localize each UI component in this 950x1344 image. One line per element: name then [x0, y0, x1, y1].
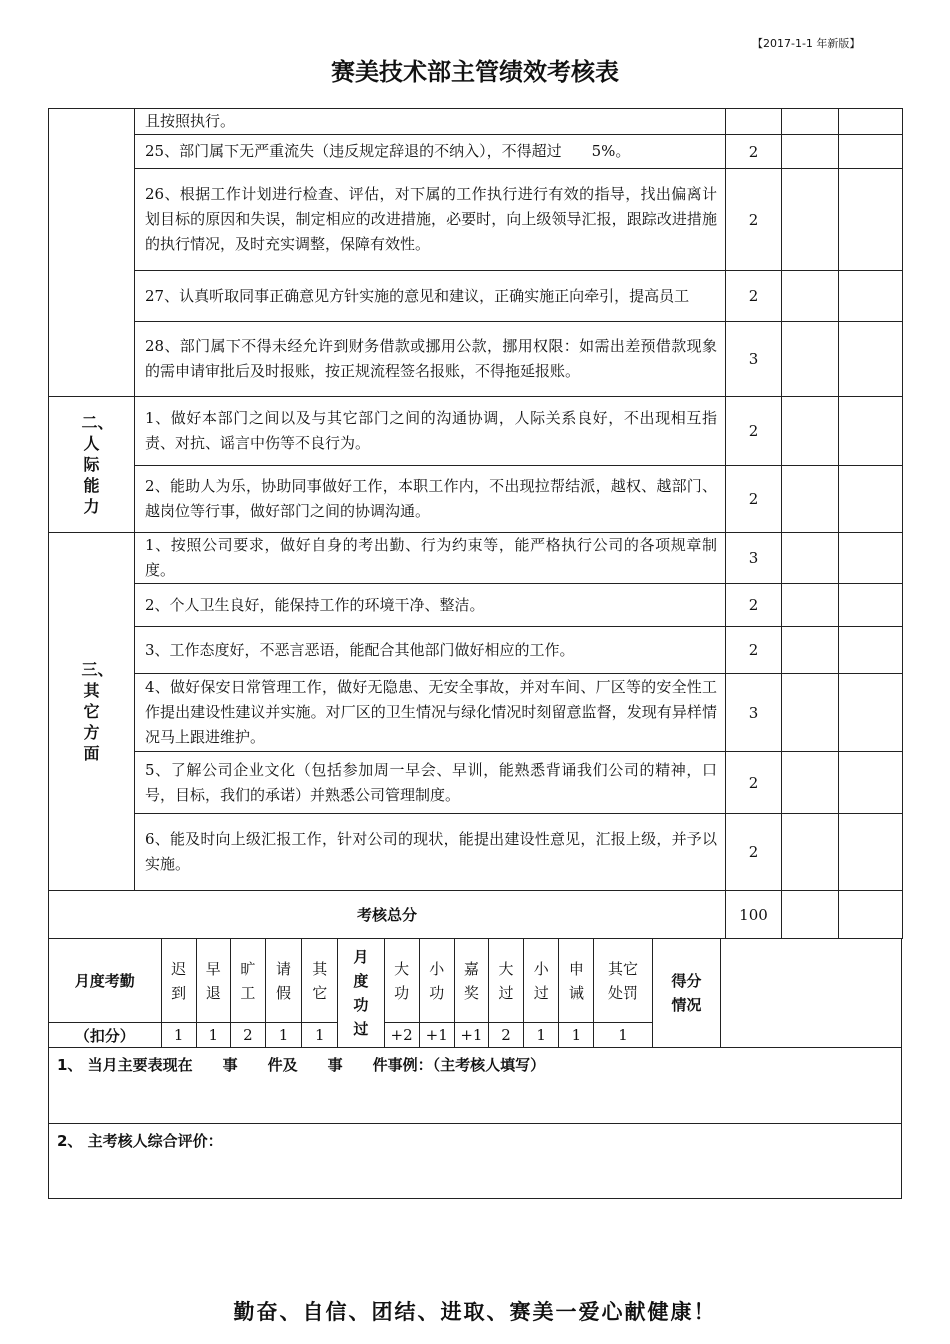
- attendance-item-value: 1: [302, 1023, 338, 1048]
- score-cell-empty[interactable]: [782, 109, 839, 135]
- merit-item-label: 小过: [524, 939, 559, 1023]
- attendance-header-row: [49, 939, 902, 1023]
- score-cell-empty[interactable]: [839, 169, 903, 271]
- item-description: 1、做好本部门之间以及与其它部门之间的沟通协调，人际关系良好，不出现相互指责、对抗、谣言中伤等不良行为。: [135, 397, 726, 466]
- score-cell-empty[interactable]: [782, 322, 839, 397]
- attendance-item-label: 旷工: [230, 939, 265, 1023]
- score-cell-empty[interactable]: [782, 584, 839, 627]
- attendance-item-label: 早退: [196, 939, 230, 1023]
- footer-slogan: 勤奋、自信、团结、进取、赛美一爱心献健康！: [233, 1300, 717, 1324]
- item-description: 26、根据工作计划进行检查、评估，对下属的工作执行进行有效的指导，找出偏离计划目标的原因和失误，制定相应的改进措施，必要时，向上级领导汇报，跟踪改进措施的执行情况，及时充实调整，保障有效性。: [135, 169, 726, 271]
- evaluation-table: [48, 108, 903, 939]
- item-description: 28、部门属下不得未经允许到财务借款或挪用公款，挪用权限：如需出差预借款现象的需申请审批后及时报账，按正规流程签名报账，不得拖延报账。: [135, 322, 726, 397]
- item-score: 2: [726, 466, 782, 533]
- merit-item-label: 其它处罚: [594, 939, 652, 1023]
- merit-item-label: 嘉奖: [454, 939, 488, 1023]
- attendance-table: [48, 938, 902, 1048]
- attendance-item-value: 1: [265, 1023, 301, 1048]
- item-score: 3: [726, 533, 782, 584]
- merit-item-value: 1: [524, 1023, 559, 1048]
- comment-evaluation[interactable]: 2、 主考核人综合评价：: [49, 1124, 902, 1199]
- score-cell-empty[interactable]: [839, 271, 903, 322]
- table-row: [49, 814, 903, 891]
- item-score: [726, 109, 782, 135]
- merit-item-value: 1: [559, 1023, 594, 1048]
- score-cell-empty[interactable]: [839, 397, 903, 466]
- score-cell-empty[interactable]: [782, 752, 839, 814]
- attendance-item-label: 请假: [265, 939, 301, 1023]
- table-row: [49, 752, 903, 814]
- item-description: 且按照执行。: [135, 109, 726, 135]
- table-row: [49, 169, 903, 271]
- table-row: [49, 627, 903, 674]
- item-score: 2: [726, 397, 782, 466]
- item-score: 2: [726, 584, 782, 627]
- item-description: 5、了解公司企业文化（包括参加周一早会、早训，能熟悉背诵我们公司的精神，口号，目标，我们的承诺）并熟悉公司管理制度。: [135, 752, 726, 814]
- item-score: 2: [726, 814, 782, 891]
- merit-item-label: 申诫: [559, 939, 594, 1023]
- score-cell-empty[interactable]: [782, 135, 839, 169]
- attendance-item-value: 1: [196, 1023, 230, 1048]
- attendance-item-value: 1: [161, 1023, 196, 1048]
- total-label: 考核总分: [49, 891, 726, 939]
- score-cell-empty[interactable]: [839, 135, 903, 169]
- category-interpersonal: 二、人际能力: [49, 397, 135, 533]
- score-cell-empty[interactable]: [839, 627, 903, 674]
- score-cell-empty[interactable]: [782, 397, 839, 466]
- score-cell-empty[interactable]: [839, 891, 903, 939]
- merit-label: 月度功过: [338, 939, 384, 1048]
- version-label: 【2017-1-1 年新版】: [752, 37, 861, 50]
- item-description: 25、部门属下无严重流失（违反规定辞退的不纳入），不得超过 5%。: [135, 135, 726, 169]
- score-cell-empty[interactable]: [839, 752, 903, 814]
- comment-performance[interactable]: 1、 当月主要表现在 事 件及 事 件事例：（主考核人填写）: [49, 1048, 902, 1124]
- score-cell-empty[interactable]: [782, 891, 839, 939]
- table-row: [49, 584, 903, 627]
- category-other: 三、其它方面: [49, 533, 135, 891]
- item-description: 6、能及时向上级汇报工作，针对公司的现状，能提出建设性意见，汇报上级，并予以实施。: [135, 814, 726, 891]
- total-value: 100: [726, 891, 782, 939]
- merit-item-label: 大过: [488, 939, 523, 1023]
- table-row: [49, 271, 903, 322]
- attendance-item-value: 2: [230, 1023, 265, 1048]
- score-cell-empty[interactable]: [782, 533, 839, 584]
- score-cell-empty[interactable]: [839, 466, 903, 533]
- table-row: [49, 533, 903, 584]
- item-score: 2: [726, 135, 782, 169]
- table-row: [49, 466, 903, 533]
- table-row: [49, 322, 903, 397]
- table-row: [49, 397, 903, 466]
- table-row: [49, 109, 903, 135]
- score-cell-empty[interactable]: [782, 271, 839, 322]
- item-score: 2: [726, 271, 782, 322]
- item-score: 3: [726, 674, 782, 752]
- deduct-label: （扣分）: [49, 1023, 162, 1048]
- score-cell-empty[interactable]: [782, 466, 839, 533]
- result-label: 得分情况: [652, 939, 720, 1048]
- merit-item-value: +2: [384, 1023, 419, 1048]
- score-cell-empty[interactable]: [839, 674, 903, 752]
- comment-row: [49, 1048, 902, 1124]
- result-value-empty[interactable]: [721, 939, 902, 1048]
- merit-item-value: 1: [594, 1023, 652, 1048]
- score-cell-empty[interactable]: [839, 109, 903, 135]
- attendance-label: 月度考勤: [49, 939, 162, 1023]
- item-description: 1、按照公司要求，做好自身的考出勤、行为约束等，能严格执行公司的各项规章制度。: [135, 533, 726, 584]
- category-cell-blank: [49, 109, 135, 397]
- attendance-item-label: 迟到: [161, 939, 196, 1023]
- item-score: 3: [726, 322, 782, 397]
- item-description: 2、个人卫生良好，能保持工作的环境干净、整洁。: [135, 584, 726, 627]
- score-cell-empty[interactable]: [839, 584, 903, 627]
- comments-table: [48, 1047, 902, 1199]
- merit-item-value: +1: [419, 1023, 454, 1048]
- table-row: [49, 135, 903, 169]
- score-cell-empty[interactable]: [839, 322, 903, 397]
- item-score: 2: [726, 627, 782, 674]
- score-cell-empty[interactable]: [839, 533, 903, 584]
- merit-item-label: 小功: [419, 939, 454, 1023]
- item-score: 2: [726, 752, 782, 814]
- merit-item-value: 2: [488, 1023, 523, 1048]
- merit-item-value: +1: [454, 1023, 488, 1048]
- score-cell-empty[interactable]: [782, 169, 839, 271]
- merit-item-label: 大功: [384, 939, 419, 1023]
- score-cell-empty[interactable]: [782, 814, 839, 891]
- attendance-item-label: 其它: [302, 939, 338, 1023]
- comment-row: [49, 1124, 902, 1199]
- table-row: [49, 674, 903, 752]
- score-cell-empty[interactable]: [839, 814, 903, 891]
- item-description: 4、做好保安日常管理工作，做好无隐患、无安全事故，并对车间、厂区等的安全性工作提出建设性建议并实施。对厂区的卫生情况与绿化情况时刻留意监督，发现有异样情况马上跟进维护。: [135, 674, 726, 752]
- item-description: 2、能助人为乐，协助同事做好工作，本职工作内，不出现拉帮结派，越权、越部门、越岗位等行事，做好部门之间的协调沟通。: [135, 466, 726, 533]
- item-description: 27、认真听取同事正确意见方针实施的意见和建议，正确实施正向牵引，提高员工: [135, 271, 726, 322]
- page-title: 赛美技术部主管绩效考核表: [331, 58, 619, 86]
- total-row: [49, 891, 903, 939]
- item-score: 2: [726, 169, 782, 271]
- score-cell-empty[interactable]: [782, 627, 839, 674]
- item-description: 3、工作态度好，不恶言恶语，能配合其他部门做好相应的工作。: [135, 627, 726, 674]
- score-cell-empty[interactable]: [782, 674, 839, 752]
